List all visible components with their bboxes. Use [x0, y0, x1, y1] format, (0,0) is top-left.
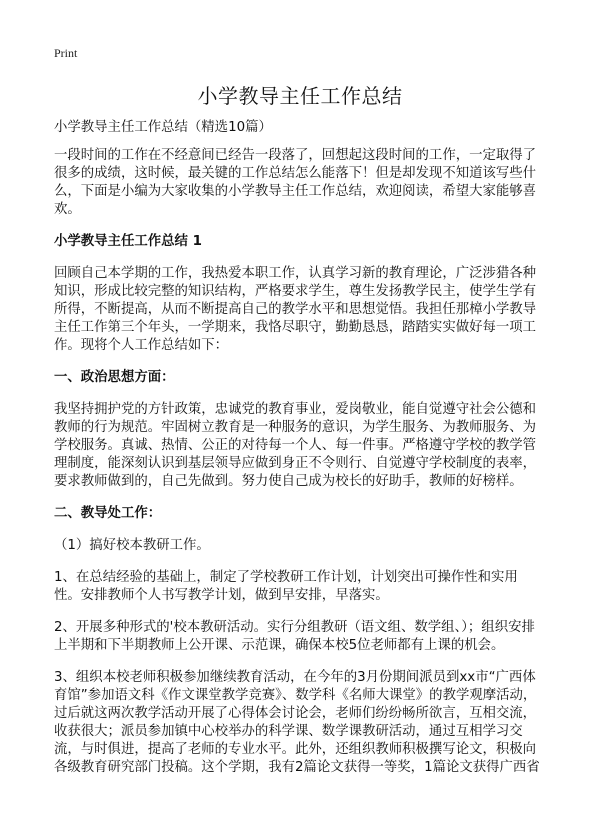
document-body: [54, 119, 544, 791]
part-2-heading: 二、教导处工作：: [54, 506, 162, 521]
print-label[interactable]: Print: [54, 46, 78, 60]
part-1-paragraph: 我坚持拥护党的方针政策，忠诚党的教育事业，爱岗敬业，能自觉遵守社会公德和教师的行为规范。牢固树立教育是一种服务的意识，为学生服务、为教师服务、为学校服务。真诚、热情、公正的对待每一个人、每一件事。严格遵守学校的教学管理制度，能深刻认识到基层领导应做到身正不令则行、自觉遵守学校制度的表率，要求教师做到的，自己先做到。努力使自己成为校长的好助手，教师的好榜样。: [54, 402, 537, 489]
document-title: 小学教导主任工作总结: [197, 84, 403, 108]
part-1-heading: 一、政治思想方面：: [54, 370, 175, 385]
document-subtitle: 小学教导主任工作总结（精选10篇）: [54, 120, 272, 135]
section-1-heading: 小学教导主任工作总结 1: [54, 234, 202, 249]
list-item-1: 1、在总结经验的基础上，制定了学校教研工作计划，计划突出可操作性和实用性。安排教师个人书写教学计划，做到早安排，早落实。: [54, 570, 518, 603]
part-2-subheading: （1）搞好校本教研工作。: [54, 538, 210, 553]
list-item-3: 3、组织本校老师积极参加继续教育活动，在今年的3月份期间派员到xx市“广西体育馆”参加语文科《作文课堂教学竞赛》、数学科《名师大课堂》的教学观摩活动，过后就这两次教学活动开展了心得体会讨论会，老师们纷纷畅所欲言，互相交流，收获很大；派员参加镇中心校举办的科学课、数学课教研活动，通过互相学习交流，与时俱进，提高了老师的专业水平。此外，还组织教师积极撰写论文，积极向各级教育研究部门投稿。这个学期，我有2篇论文获得一等奖，1篇论文获得广西省: [54, 670, 540, 775]
intro-paragraph: 一段时间的工作在不经意间已经告一段落了，回想起这段时间的工作，一定取得了很多的成绩，这时候，最关键的工作总结怎么能落下！但是却发现不知道该写些什么，下面是小编为大家收集的小学教导主任工作总结，欢迎阅读，希望大家能够喜欢。: [54, 148, 537, 217]
list-item-2: 2、开展多种形式的'校本教研活动。实行分组教研（语文组、数学组、）；组织安排上半期和下半期教师上公开课、示范课，确保本校5位老师都有上课的机会。: [54, 620, 535, 653]
section-1-intro: 回顾自己本学期的工作，我热爱本职工作，认真学习新的教育理论，广泛涉猎各种知识，形成比较完整的知识结构，严格要求学生，尊生发扬教学民主，使学生学有所得，不断提高，从而不断提高自己的教学水平和思想觉悟。我担任那樟小学教导主任工作第三个年头，一学期来，我恪尽职守，勤勤恳恳，踏踏实实做好每一项工作。现将个人工作总结如下：: [54, 266, 537, 353]
